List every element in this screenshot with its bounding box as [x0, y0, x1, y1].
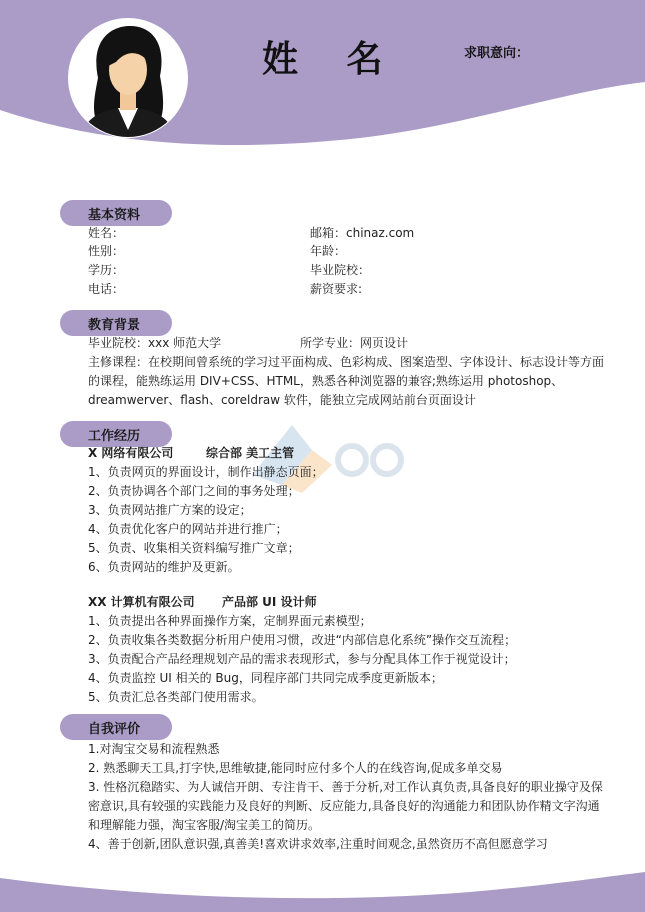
- job-dept-title: 综合部 美工主管: [206, 446, 295, 460]
- list-item: 4、负责监控 UI 相关的 Bug，同程序部门共同完成季度更新版本；: [88, 671, 443, 685]
- basic-gender-label: 性别：: [88, 244, 125, 258]
- section-pill: [60, 310, 172, 336]
- self-eval-item: 4、善于创新,团队意识强,真善美!喜欢讲求效率,注重时间观念,虽然资历不高但愿意学习: [88, 837, 548, 851]
- job-dept-title: 产品部 UI 设计师: [222, 595, 317, 609]
- list-item: 6、负责网站的维护及更新。: [88, 560, 240, 574]
- self-eval-item: 2. 熟悉聊天工具,打字快,思维敏捷,能同时应付多个人的在线咨询,促成多单交易: [88, 761, 503, 775]
- section-title-work: 工作经历: [88, 429, 141, 444]
- section-pill: [60, 714, 172, 740]
- basic-email: 邮箱：chinaz.com: [310, 226, 415, 240]
- basic-name-label: 姓名：: [88, 226, 125, 240]
- section-title-basic-info: 基本资料: [88, 208, 141, 223]
- job-duties-list: [88, 612, 516, 707]
- list-item: 5、负责、收集相关资料编写推广文章；: [88, 541, 300, 555]
- basic-school-label: 毕业院校：: [310, 263, 371, 277]
- self-eval-item: 3. 性格沉稳踏实、为人诚信开朗、专注肯干、善于分析,对工作认真负责,具备良好的职业操守及保密意识,具有较强的实践能力及良好的判断、反应能力,具备良好的沟通能力和团队协作精文字沟通和理解能力强，淘宝客服/淘宝美工的简历。: [88, 780, 603, 832]
- job-intent-label: 求职意向：: [464, 46, 530, 61]
- job-company: X 网络有限公司: [88, 446, 174, 460]
- list-item: 4、负责优化客户的网站并进行推广；: [88, 522, 288, 536]
- section-title-self-eval: 自我评价: [88, 722, 141, 737]
- basic-age-label: 年龄：: [310, 244, 347, 258]
- avatar: [68, 18, 188, 138]
- job-company: XX 计算机有限公司: [88, 595, 195, 609]
- list-item: 1、负责提出各种界面操作方案，定制界面元素模型；: [88, 614, 372, 628]
- list-item: 3、负责网站推广方案的设定；: [88, 503, 252, 517]
- list-item: 3、负责配合产品经理规划产品的需求表现形式，参与分配具体工作于视觉设计；: [88, 652, 516, 666]
- list-item: 2、负责收集各类数据分析用户使用习惯，改进“内部信息化系统”操作交互流程；: [88, 633, 517, 647]
- section-pill: [60, 200, 172, 226]
- footer-wave: [0, 852, 645, 912]
- education-courses: 主修课程：在校期间曾系统的学习过平面构成、色彩构成、图案造型、字体设计、标志设计等方面的课程，能熟练运用 DIV+CSS、HTML，熟悉各种浏览器的兼容;熟练运用 photoshop、dreamwerver、flash、coreldraw 软件，能独立完成网站前台页面设计: [88, 355, 605, 407]
- list-item: 1、负责网页的界面设计，制作出静态页面；: [88, 465, 324, 479]
- list-item: 2、负责协调各个部门之间的事务处理；: [88, 484, 300, 498]
- page-title: 姓 名: [262, 39, 401, 80]
- basic-education-label: 学历：: [88, 263, 125, 277]
- education-school: 毕业院校：xxx 师范大学: [88, 336, 222, 350]
- section-title-education: 教育背景: [88, 318, 141, 333]
- education-major: 所学专业：网页设计: [300, 336, 409, 350]
- list-item: 5、负责汇总各类部门使用需求。: [88, 690, 264, 704]
- self-eval-item: 1.对淘宝交易和流程熟悉: [88, 742, 220, 756]
- basic-salary-label: 薪资要求:: [310, 282, 363, 296]
- basic-phone-label: 电话：: [88, 282, 125, 296]
- job-duties-list: [88, 463, 324, 577]
